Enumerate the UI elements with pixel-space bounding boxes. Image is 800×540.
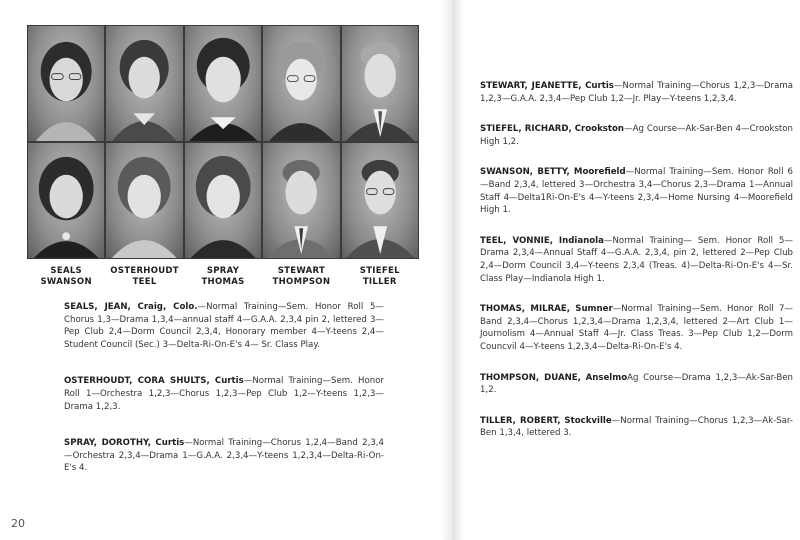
hometown: Sumner [575,304,613,315]
hometown: Crookston [574,124,625,135]
activities: —Ag Course—Ak-Sar-Ben 4—Crookston High 1,2. [480,124,793,147]
student-name: STEWART, JEANETTE, [480,81,582,91]
activities: —Normal Training— Sem. Honor Roll 5—Drama 2,3,4—Annual Staff 4—G.A.A. 2,3,4, pin 2, lettered 2—Pep Club 2,4—Dorm Council 3,4—Y-teens 2,3,4 (Treas. 4)—Delta-Ri-On-E's 4—Sr. Class Play—Indianola High 1. [480,235,793,284]
caption-column-1 [27,266,105,288]
hometown: Curtis [214,376,244,387]
caption-bottom: TEEL [132,277,157,287]
hometown: Moorefield [573,167,626,178]
portrait-photo [106,143,182,258]
biography-entry [480,80,793,105]
portrait-photo [342,143,418,258]
portrait-photo [28,143,104,258]
portrait-photo [263,143,339,258]
hometown: Craig, Colo. [137,302,198,312]
page-gutter [440,0,464,540]
caption-bottom: SWANSON [40,277,92,287]
activities: —Normal Training—Sem. Honor Roll 7—Band 2,3,4—Chorus 1,2,3,4—Drama 1,2,3,4, lettered 2—Art Club 1—Journolism 4—Annual Staff 4—Jr. Class Treas. 3—Pep Club 1,2—Dorm Councvil 4—Y-teens 1,2,3,4—Delta-Ri-On-E's 4. [480,304,794,352]
biography-entry [480,303,793,353]
student-name: TILLER, ROBERT, [480,415,561,426]
biography-entry [480,166,793,216]
portrait-photo [185,26,261,141]
caption-column-3 [184,266,262,288]
biography-entry [64,375,384,413]
student-name: STIEFEL, RICHARD, [480,124,572,135]
caption-bottom: THOMPSON [272,277,331,287]
student-name: SEALS, JEAN, [64,302,131,312]
caption-top: OSTERHOUDT [110,266,179,276]
caption-top: SPRAY [206,266,240,276]
biography-entry [64,437,384,475]
caption-top: SEALS [50,266,82,276]
hometown: Indianola [558,235,604,246]
caption-column-4 [262,266,340,288]
biography-entry [64,301,384,351]
activities: Ag Course—Drama 1,2,3—Ak-Sar-Ben 1,2. [480,372,793,396]
caption-column-5 [341,266,419,288]
caption-bottom: TILLER [362,277,397,287]
biography-entry [480,415,793,440]
student-name: TEEL, VONNIE, [480,235,554,246]
portrait-captions [27,266,419,288]
activities: —Normal Training—Sem. Honor Roll 1—Orchestra 1,2,3—Chorus 1,2,3—Pep Club 1,2—Y-teens 1,2,3—Drama 1,2,3. [64,376,384,412]
caption-top: STIEFEL [359,266,400,276]
hometown: Curtis [155,438,185,449]
portrait-photo [185,143,261,258]
portrait-grid [27,25,419,259]
student-name: OSTERHOUDT, CORA SHULTS, [64,376,210,387]
page-number: 20 [11,517,25,530]
hometown: Stockville [564,415,612,426]
portrait-photo [263,26,339,141]
activities: —Normal Training—Chorus 1,2,4—Band 2,3,4—Orchestra 2,3,4—Drama 1—G.A.A. 2,3,4—Y-teens 1,2,3,4—Delta-Ri-On-E's 4. [64,438,385,474]
biography-entry [480,235,793,285]
activities: —Normal Training—Chorus 1,2,3—Drama 1,2,3—G.A.A. 2,3,4—Pep Club 1,2—Jr. Play—Y-teens 1,2,3,4. [480,81,793,104]
biography-entry [480,123,793,148]
student-name: SWANSON, BETTY, [480,167,570,178]
student-name: SPRAY, DOROTHY, [64,438,152,449]
left-biography-column [64,301,384,475]
caption-top: STEWART [277,266,326,276]
portrait-photo [106,26,182,141]
activities: —Normal Training—Chorus 1,2,3—Ak-Sar-Ben 1,3,4, lettered 3. [480,415,793,439]
student-name: THOMAS, MILRAE, [480,304,571,315]
activities: —Normal Training—Sem. Honor Roll 6—Band 2,3,4, lettered 3—Orchestra 3,4—Chorus 2,3—Drama 1—Annual Staff 4—Delta1Ri-On-E's 4—Y-teens 2,3,4—Home Nursing 4—Moorefield High 1. [480,167,793,216]
portrait-photo [342,26,418,141]
student-name: THOMPSON, DUANE, [480,372,581,383]
activities: —Normal Training—Sem. Honor Roll 5—Chorus 1,3—Drama 1,3,4—annual staff 4—G.A.A. 2,3,4 pin 2, lettered 3—Pep Club 2,4—Dorm Council 2,3,4, Honorary member 4—Y-teens 2,4—Student Council (Sec.) 3—Delta-Ri-On-E's 4— Sr. Class Play. [64,302,385,350]
portrait-photo [28,26,104,141]
hometown: Anselmo [585,372,628,383]
hometown: Curtis [585,81,614,91]
right-biography-column [480,80,793,440]
caption-column-2 [105,266,183,288]
caption-bottom: THOMAS [201,277,245,287]
biography-entry [480,372,793,397]
